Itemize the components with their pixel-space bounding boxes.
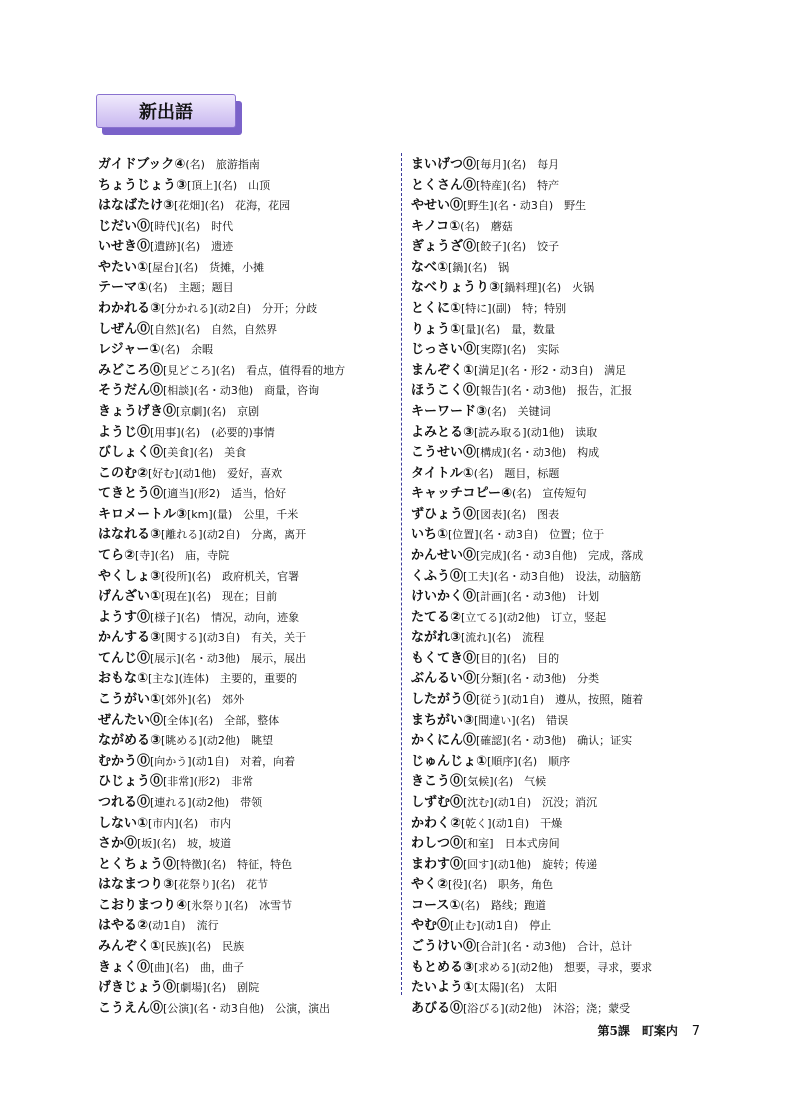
- vocab-definition: [郊外](名) 郊外: [161, 693, 245, 707]
- vocab-word: やく②: [411, 877, 449, 893]
- vocab-definition: [美食](名) 美食: [163, 446, 247, 460]
- vocab-word: げきじょう⓪: [98, 980, 177, 996]
- vocab-definition: (名) 主题；题目: [148, 281, 234, 295]
- vocab-word: まわす⓪: [411, 856, 464, 872]
- vocab-entry: [98, 565, 394, 586]
- vocab-entry: [98, 503, 394, 524]
- vocab-entry: [411, 482, 707, 503]
- vocab-word: はなまつり③: [98, 877, 175, 893]
- vocab-word: やせい⓪: [411, 198, 464, 214]
- vocab-definition: [非常](形2) 非常: [163, 775, 254, 789]
- vocab-entry: [98, 935, 394, 956]
- vocab-word: みんぞく①: [98, 938, 162, 954]
- vocab-word: てら②: [98, 547, 136, 563]
- vocab-definition: [完成](名・动3自他) 完成，落成: [476, 548, 644, 562]
- vocab-word: キーワード③: [411, 403, 488, 419]
- vocab-word: しぜん⓪: [98, 321, 151, 337]
- vocab-entry: [98, 256, 394, 277]
- vocab-definition: [分かれる](动2自) 分开；分歧: [161, 302, 318, 316]
- vocab-entry: [411, 688, 707, 709]
- vocab-definition: [市内](名) 市内: [148, 816, 232, 830]
- vocab-definition: [求める](动2他) 想要，寻求，要求: [474, 960, 653, 974]
- vocab-word: キャッチコピー④: [411, 486, 512, 502]
- vocab-word: もとめる③: [411, 959, 475, 975]
- vocab-definition: [役所](名) 政府机关，官署: [161, 569, 300, 583]
- vocab-entry: [411, 873, 707, 894]
- vocab-definition: [寺](名) 庙，寺院: [135, 548, 230, 562]
- vocab-definition: [適当](形2) 适当，恰好: [163, 487, 287, 501]
- vocab-word: いせき⓪: [98, 239, 151, 255]
- vocab-word: つれる⓪: [98, 794, 151, 810]
- vocab-entry: [98, 400, 394, 421]
- vocab-entry: [98, 647, 394, 668]
- vocab-word: しない①: [98, 815, 149, 831]
- vocab-entry: [98, 544, 394, 565]
- vocab-definition: [特に](副) 特；特别: [461, 302, 567, 316]
- vocab-entry: [411, 709, 707, 730]
- vocab-entry: [98, 770, 394, 791]
- vocab-word: たいよう①: [411, 980, 475, 996]
- vocab-entry: [411, 523, 707, 544]
- vocab-definition: (名) 题目，标题: [473, 466, 560, 480]
- vocab-word: まんぞく①: [411, 362, 475, 378]
- vocab-entry: [411, 770, 707, 791]
- vocab-word: タイトル①: [411, 465, 474, 481]
- vocab-entry: [411, 750, 707, 771]
- vocab-definition: (名) 蘑菇: [460, 219, 513, 233]
- vocab-definition: (名) 关键词: [487, 404, 551, 418]
- vocab-word: やくしょ③: [98, 568, 162, 584]
- vocab-definition: [分類](名・动3他) 分类: [476, 672, 600, 686]
- vocab-definition: [連れる](动2他) 带领: [150, 795, 263, 809]
- vocab-definition: (名) 旅游指南: [185, 158, 260, 171]
- vocab-definition: [頂上](名) 山顶: [187, 178, 271, 192]
- vocab-definition: [工夫](名・动3自他) 设法，动脑筋: [463, 569, 642, 583]
- vocab-definition: [乾く](动1自) 干燥: [461, 816, 563, 830]
- vocab-definition: [見どころ](名) 看点，值得看的地方: [163, 363, 346, 377]
- vocab-entry: [411, 441, 707, 462]
- vocab-word: まちがい③: [411, 712, 475, 728]
- vocab-definition: [氷祭り](名) 冰雪节: [187, 898, 293, 912]
- vocab-entry: [98, 812, 394, 833]
- vocab-entry: [98, 976, 394, 997]
- vocab-entry: [411, 215, 707, 236]
- vocab-definition: [沈む](动1自) 沉没；消沉: [463, 795, 598, 809]
- vocab-entry: [98, 956, 394, 977]
- vocab-word: なべりょうり③: [411, 280, 501, 296]
- vocab-entry: [411, 318, 707, 339]
- vocab-column-left: [98, 153, 394, 1017]
- vocab-entry: [98, 853, 394, 874]
- vocab-word: ぎょうざ⓪: [411, 239, 477, 255]
- vocab-entry: [411, 544, 707, 565]
- vocab-entry: [98, 750, 394, 771]
- vocab-word: かんせい⓪: [411, 547, 477, 563]
- vocab-definition: [太陽](名) 太阳: [474, 981, 558, 995]
- vocab-word: わしつ⓪: [411, 836, 464, 852]
- vocab-entry: [98, 421, 394, 442]
- vocab-word: わかれる③: [98, 301, 162, 317]
- vocab-entry: [98, 194, 394, 215]
- vocab-entry: [98, 585, 394, 606]
- vocab-word: ちょうじょう③: [98, 177, 188, 193]
- vocab-entry: [98, 729, 394, 750]
- vocab-entry: [98, 791, 394, 812]
- vocab-definition: [相談](名・动3他) 商量，咨询: [163, 384, 320, 398]
- vocab-definition: [確認](名・动3他) 确认；证实: [476, 734, 633, 748]
- vocab-word: びしょく⓪: [98, 445, 164, 461]
- vocab-entry: [411, 421, 707, 442]
- vocab-definition: [用事](名) (必要的)事情: [150, 425, 275, 439]
- vocab-word: コース①: [411, 897, 461, 913]
- vocab-word: ながれ③: [411, 630, 462, 646]
- vocab-word: たてる②: [411, 609, 462, 625]
- vocab-definition: [花畑](名) 花海，花园: [174, 199, 291, 213]
- vocab-entry: [411, 812, 707, 833]
- vocab-definition: [役](名) 职务，角色: [448, 878, 554, 892]
- vocab-definition: [順序](名) 顺序: [487, 754, 571, 768]
- vocab-definition: [流れ](名) 流程: [461, 631, 545, 645]
- vocab-definition: [民族](名) 民族: [161, 939, 245, 953]
- vocab-entry: [411, 174, 707, 195]
- vocab-entry: [98, 379, 394, 400]
- vocab-entry: [411, 729, 707, 750]
- vocab-word: そうだん⓪: [98, 383, 164, 399]
- vocab-word: しずむ⓪: [411, 794, 464, 810]
- vocab-word: きょうげき⓪: [98, 403, 177, 419]
- vocab-entry: [411, 153, 707, 174]
- vocab-entry: [98, 318, 394, 339]
- vocab-word: ひじょう⓪: [98, 774, 164, 790]
- vocab-word: ぶんるい⓪: [411, 671, 477, 687]
- vocab-entry: [98, 997, 394, 1018]
- vocab-word: いち①: [411, 527, 449, 543]
- vocab-word: じだい⓪: [98, 218, 151, 234]
- vocab-entry: [411, 256, 707, 277]
- vocab-word: かわく②: [411, 815, 462, 831]
- vocab-word: レジャー①: [98, 342, 161, 358]
- vocab-word: ほうこく⓪: [411, 383, 477, 399]
- vocab-definition: [展示](名・动3他) 展示，展出: [150, 651, 307, 665]
- vocab-entry: [98, 482, 394, 503]
- vocab-definition: (动1自) 流行: [148, 919, 219, 933]
- vocab-definition: [京劇](名) 京剧: [176, 404, 260, 418]
- vocab-definition: [特徴](名) 特征，特色: [176, 857, 293, 871]
- vocab-definition: (名) 路线；跑道: [460, 898, 546, 912]
- vocab-definition: [目的](名) 目的: [476, 651, 560, 665]
- vocab-definition: [公演](名・动3自他) 公演，演出: [163, 1001, 331, 1015]
- vocab-entry: [98, 667, 394, 688]
- vocab-entry: [411, 276, 707, 297]
- vocab-definition: [浴びる](动2他) 沐浴；浇；蒙受: [463, 1001, 631, 1015]
- vocab-word: むかう⓪: [98, 753, 151, 769]
- vocab-word: じっさい⓪: [411, 342, 477, 358]
- vocab-entry: [411, 462, 707, 483]
- vocab-definition: [現在](名) 现在；目前: [161, 590, 278, 604]
- vocab-word: こうがい①: [98, 692, 162, 708]
- vocab-entry: [98, 914, 394, 935]
- vocab-entry: [411, 565, 707, 586]
- vocab-entry: [98, 235, 394, 256]
- vocab-entry: [411, 297, 707, 318]
- vocab-word: こうえん⓪: [98, 1000, 164, 1016]
- vocab-word: このむ②: [98, 465, 149, 481]
- page-number: 7: [691, 1024, 700, 1039]
- vocab-word: さか⓪: [98, 836, 138, 852]
- vocab-word: くふう⓪: [411, 568, 464, 584]
- vocab-entry: [411, 359, 707, 380]
- vocab-entry: [411, 976, 707, 997]
- vocab-word: みどころ⓪: [98, 362, 164, 378]
- vocab-definition: [花祭り](名) 花节: [174, 878, 269, 892]
- page-footer: [598, 1022, 700, 1039]
- vocab-definition: [間違い](名) 错误: [474, 713, 569, 727]
- vocab-word: てきとう⓪: [98, 486, 164, 502]
- vocab-entry: [411, 647, 707, 668]
- vocab-word: けいかく⓪: [411, 589, 477, 605]
- vocab-word: こうせい⓪: [411, 445, 477, 461]
- vocab-entry: [411, 791, 707, 812]
- vocab-entry: [411, 626, 707, 647]
- vocab-definition: [実際](名) 实际: [476, 343, 560, 357]
- vocab-definition: [関する](动3自) 有关，关于: [161, 631, 307, 645]
- vocab-word: とくに①: [411, 301, 462, 317]
- vocab-definition: [屋台](名) 货摊，小摊: [148, 260, 265, 274]
- vocab-word: はなれる③: [98, 527, 162, 543]
- vocab-definition: [遺跡](名) 遗迹: [150, 240, 234, 254]
- vocab-word: てんじ⓪: [98, 650, 151, 666]
- vocab-definition: [計画](名・动3他) 计划: [476, 590, 600, 604]
- vocab-entry: [411, 235, 707, 256]
- vocab-definition: [眺める](动2他) 眺望: [161, 734, 274, 748]
- vocab-definition: [報告](名・动3他) 报告，汇报: [476, 384, 633, 398]
- vocab-word: はなばたけ③: [98, 198, 175, 214]
- vocab-word: ようじ⓪: [98, 424, 151, 440]
- vocab-entry: [98, 359, 394, 380]
- vocab-definition: [向かう](动1自) 对着，向着: [150, 754, 296, 768]
- vocab-definition: [鍋](名) 锅: [448, 260, 510, 274]
- vocab-entry: [98, 626, 394, 647]
- vocab-definition: [好む](动1他) 爱好，喜欢: [148, 466, 283, 480]
- vocab-definition: [主な](连体) 主要的，重要的: [148, 672, 298, 686]
- vocab-word: げんざい①: [98, 589, 162, 605]
- vocab-entry: [98, 441, 394, 462]
- vocab-entry: [411, 503, 707, 524]
- vocab-word: なべ①: [411, 259, 449, 275]
- vocab-word: こおりまつり④: [98, 897, 188, 913]
- vocab-definition: [読み取る](动1他) 读取: [474, 425, 598, 439]
- vocab-definition: [図表](名) 图表: [476, 507, 560, 521]
- vocab-definition: (名) 宣传短句: [511, 487, 587, 501]
- vocab-entry: [411, 585, 707, 606]
- vocab-word: ようす⓪: [98, 609, 151, 625]
- vocab-entry: [411, 914, 707, 935]
- vocab-definition: [満足](名・形2・动3自) 满足: [474, 363, 627, 377]
- vocab-entry: [98, 832, 394, 853]
- vocab-word: おもな①: [98, 671, 149, 687]
- vocab-word: もくてき⓪: [411, 650, 477, 666]
- lesson-label: 第5課 町案内: [597, 1024, 678, 1038]
- vocab-entry: [411, 956, 707, 977]
- vocab-entry: [411, 853, 707, 874]
- vocab-entry: [98, 688, 394, 709]
- vocab-definition: [曲](名) 曲，曲子: [150, 960, 245, 974]
- vocab-word: テーマ①: [98, 280, 149, 296]
- vocab-definition: [合計](名・动3他) 合计，总计: [476, 939, 633, 953]
- vocab-entry: [411, 832, 707, 853]
- vocab-definition: [鍋料理](名) 火锅: [500, 281, 595, 295]
- vocab-column-right: [411, 153, 707, 1017]
- vocab-word: とくちょう⓪: [98, 856, 177, 872]
- vocab-entry: [98, 297, 394, 318]
- vocab-definition: [劇場](名) 剧院: [176, 981, 260, 995]
- vocab-definition: [様子](名) 情况，动向，迹象: [150, 610, 300, 624]
- vocab-entry: [411, 379, 707, 400]
- vocab-definition: [全体](名) 全部，整体: [163, 713, 280, 727]
- vocab-word: ずひょう⓪: [411, 506, 477, 522]
- vocab-definition: [回す](动1他) 旋转；传递: [463, 857, 598, 871]
- vocab-word: じゅんじょ①: [411, 753, 488, 769]
- vocab-word: きこう⓪: [411, 774, 464, 790]
- vocab-definition: [自然](名) 自然，自然界: [150, 322, 278, 336]
- vocab-word: やむ⓪: [411, 918, 451, 934]
- vocab-word: かんする③: [98, 630, 162, 646]
- vocab-entry: [98, 338, 394, 359]
- vocab-definition: [餃子](名) 饺子: [476, 240, 560, 254]
- vocab-entry: [411, 400, 707, 421]
- vocab-entry: [411, 667, 707, 688]
- vocab-entry: [411, 606, 707, 627]
- vocab-word: まいげつ⓪: [411, 157, 477, 172]
- vocab-definition: [従う](动1自) 遵从，按照，随着: [476, 693, 644, 707]
- vocab-definition: [位置](名・动3自) 位置；位于: [448, 528, 605, 542]
- section-title: 新出語: [96, 94, 236, 128]
- vocab-word: ごうけい⓪: [411, 938, 477, 954]
- vocab-definition: [立てる](动2他) 订立，竖起: [461, 610, 607, 624]
- vocab-entry: [98, 873, 394, 894]
- vocab-word: ぜんたい⓪: [98, 712, 164, 728]
- vocab-entry: [98, 709, 394, 730]
- vocab-definition: (名) 余暇: [160, 343, 214, 357]
- vocab-word: はやる②: [98, 918, 149, 934]
- vocab-definition: [止む](动1自) 停止: [450, 919, 552, 933]
- vocab-word: ガイドブック④: [98, 157, 186, 172]
- vocab-entry: [98, 606, 394, 627]
- column-divider: [401, 153, 402, 995]
- vocab-entry: [98, 174, 394, 195]
- vocab-definition: [野生](名・动3自) 野生: [463, 199, 587, 213]
- vocab-definition: [量](名) 量，数量: [461, 322, 556, 336]
- vocab-definition: [特産](名) 特产: [476, 178, 560, 192]
- vocab-entry: [411, 935, 707, 956]
- vocab-entry: [98, 276, 394, 297]
- vocab-word: やたい①: [98, 259, 149, 275]
- vocab-word: ながめる③: [98, 733, 162, 749]
- vocab-definition: [坂](名) 坡，坡道: [137, 837, 232, 851]
- vocab-entry: [98, 523, 394, 544]
- vocab-word: キノコ①: [411, 218, 461, 234]
- vocab-word: したがう⓪: [411, 692, 477, 708]
- vocab-word: りょう①: [411, 321, 462, 337]
- vocab-entry: [411, 894, 707, 915]
- vocab-definition: [km](量) 公里，千米: [187, 507, 299, 521]
- section-title-box: [96, 94, 242, 134]
- vocab-definition: [毎月](名) 每月: [476, 158, 560, 171]
- vocab-entry: [98, 215, 394, 236]
- vocab-word: あびる⓪: [411, 1000, 464, 1016]
- vocab-word: よみとる③: [411, 424, 475, 440]
- vocab-definition: [時代](名) 时代: [150, 219, 234, 233]
- vocab-definition: [構成](名・动3他) 构成: [476, 446, 600, 460]
- vocab-definition: [気候](名) 气候: [463, 775, 547, 789]
- vocab-definition: [離れる](动2自) 分离，离开: [161, 528, 307, 542]
- vocab-word: とくさん⓪: [411, 177, 477, 193]
- vocab-entry: [411, 338, 707, 359]
- vocab-word: キロメートル③: [98, 506, 188, 522]
- vocab-word: かくにん⓪: [411, 733, 477, 749]
- vocab-entry: [411, 194, 707, 215]
- vocab-word: きょく⓪: [98, 959, 151, 975]
- vocab-entry: [411, 997, 707, 1018]
- vocab-entry: [98, 153, 394, 174]
- vocab-definition: [和室] 日本式房间: [463, 837, 560, 851]
- vocab-entry: [98, 462, 394, 483]
- vocab-entry: [98, 894, 394, 915]
